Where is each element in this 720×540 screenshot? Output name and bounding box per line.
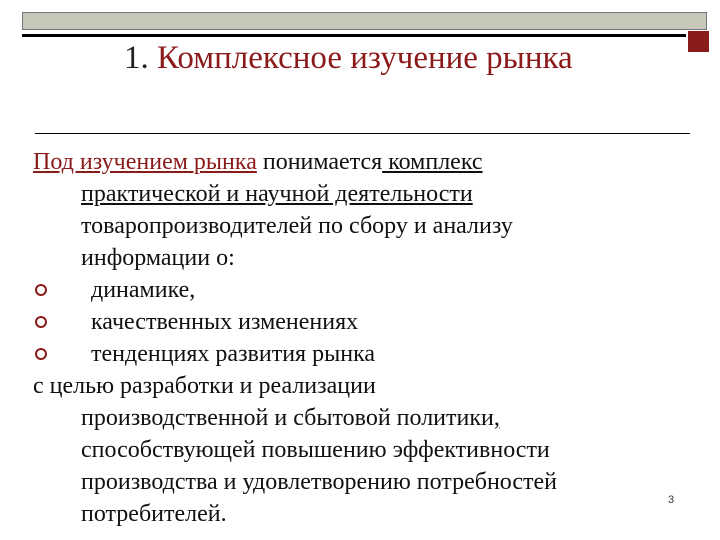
page-number: 3: [668, 494, 675, 506]
goal-line-2-text: производственной и сбытовой политики: [81, 405, 494, 431]
slide-title: [124, 38, 573, 78]
bullet-item: [33, 338, 693, 370]
hollow-circle-bullet-icon: [35, 316, 47, 328]
title-divider: [35, 133, 690, 134]
slide-body: [33, 146, 693, 530]
goal-line-1: с целью разработки и реализации: [33, 373, 376, 399]
intro-line-4: информации о:: [81, 245, 235, 271]
intro-line-2: практической и научной деятельности: [81, 181, 473, 207]
corner-square-decoration: [688, 31, 709, 52]
bullet-text: динамике,: [91, 277, 196, 303]
goal-line-2: [33, 402, 693, 434]
intro-part3: комплекс: [382, 149, 483, 175]
bullet-item: [33, 306, 693, 338]
intro-part2: понимается: [256, 149, 383, 175]
top-bar: [22, 12, 707, 30]
bullet-text: тенденциях развития рынка: [91, 341, 376, 367]
top-rule: [22, 34, 686, 37]
hollow-circle-bullet-icon: [35, 284, 47, 296]
goal-line-2-punct: ,: [493, 405, 500, 431]
goal-line-5: потребителей.: [81, 501, 227, 527]
title-number: 1.: [124, 40, 149, 76]
intro-line-3: товаропроизводителей по сбору и анализу: [81, 213, 513, 239]
hollow-circle-bullet-icon: [35, 348, 47, 360]
title-text: Комплексное изучение рынка: [148, 40, 573, 76]
intro-line-1: [33, 146, 693, 178]
goal-line-4: производства и удовлетворению потребностей: [81, 469, 558, 495]
goal-line-3: способствующей повышению эффективности: [81, 437, 550, 463]
bullet-text: качественных изменениях: [91, 309, 359, 335]
intro-highlight: Под изучением рынка: [33, 149, 257, 175]
bullet-item: [33, 274, 693, 306]
